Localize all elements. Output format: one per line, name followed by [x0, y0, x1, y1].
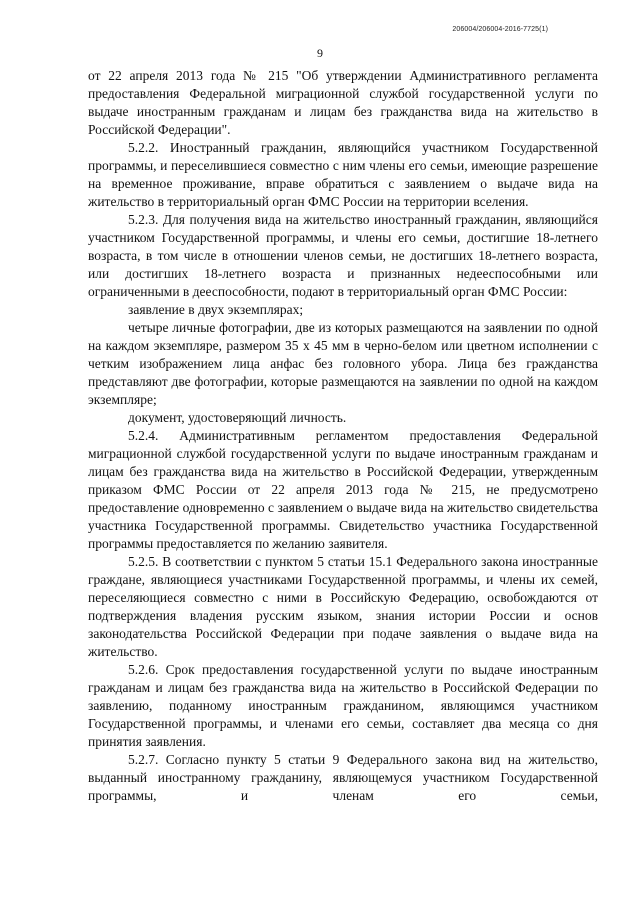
paragraph-5-2-7: 5.2.7. Согласно пункту 5 статьи 9 Федерального закона вид на жительство, выданный иностранному гражданину, являющемуся участником Государственной программы, и членам его семьи, [88, 752, 598, 803]
list-item-identity-document: документ, удостоверяющий личность. [128, 410, 347, 425]
list-item-photos: четыре личные фотографии, две из которых размещаются на заявлении по одной на каждом экземпляре, размером 35 х 45 мм в черно-белом или цветном исполнении с четким изображением лица анфас без головного убора. Лица без гражданства представляют две фотографии, которые размещаются на заявлении по одной на каждом экземпляре; [88, 320, 598, 407]
paragraph-5-2-4: 5.2.4. Административным регламентом предоставления Федеральной миграционной службой государственной услуги по выдаче иностранным гражданам и лицам без гражданства вида на жительство в Российской Федерации, утвержденным приказом ФМС России от 22 апреля 2013 года № 215, не предусмотрено предоставление одновременно с заявлением о выдаче вида на жительство свидетельства участника Государственной программы. Свидетельство участника Государственной программы предоставляется по желанию заявителя. [88, 428, 598, 551]
paragraph-5-2-5: 5.2.5. В соответствии с пунктом 5 статьи 15.1 Федерального закона иностранные граждане, являющиеся участниками Государственной программы, и члены их семей, переселяющиеся совместно с ними в Российскую Федерацию, освобождаются от подтверждения владения русским языком, знания истории России и основ законодательства Российской Федерации при подаче заявления о выдаче вида на жительство. [88, 554, 598, 659]
paragraph-5-2-3: 5.2.3. Для получения вида на жительство иностранный гражданин, являющийся участником Государственной программы, и члены его семьи, достигшие 18-летнего возраста, в том числе в отношении членов семьи, не достигших 18-летнего возраста, или достигших 18-летнего возраста и признанных недееспособными или ограниченными в дееспособности, подают в территориальный орган ФМС России: [88, 212, 598, 299]
paragraph-5-2-2: 5.2.2. Иностранный гражданин, являющийся участником Государственной программы, и переселившиеся совместно с ним члены его семьи, имеющие разрешение на временное проживание, вправе обратиться с заявлением о выдаче вида на жительство в территориальный орган ФМС России на территории вселения. [88, 140, 598, 209]
document-id: 206004/206004-2016-7725(1) [452, 26, 548, 33]
list-item-application: заявление в двух экземплярах; [128, 302, 304, 317]
page-number: 9 [317, 46, 323, 60]
paragraph-5-2-6: 5.2.6. Срок предоставления государственной услуги по выдаче иностранным гражданам и лицам без гражданства вида на жительство в Российской Федерации по заявлению, поданному иностранным гражданином, являющимся участником Государственной программы, и членами его семьи, составляет два месяца со дня принятия заявления. [88, 662, 598, 749]
paragraph-continuation: от 22 апреля 2013 года № 215 "Об утверждении Административного регламента предоставления Федеральной миграционной службой государственной услуги по выдаче иностранным гражданам и лицам без гражданства вида на жительство в Российской Федерации". [88, 68, 598, 137]
document-body [88, 67, 598, 805]
